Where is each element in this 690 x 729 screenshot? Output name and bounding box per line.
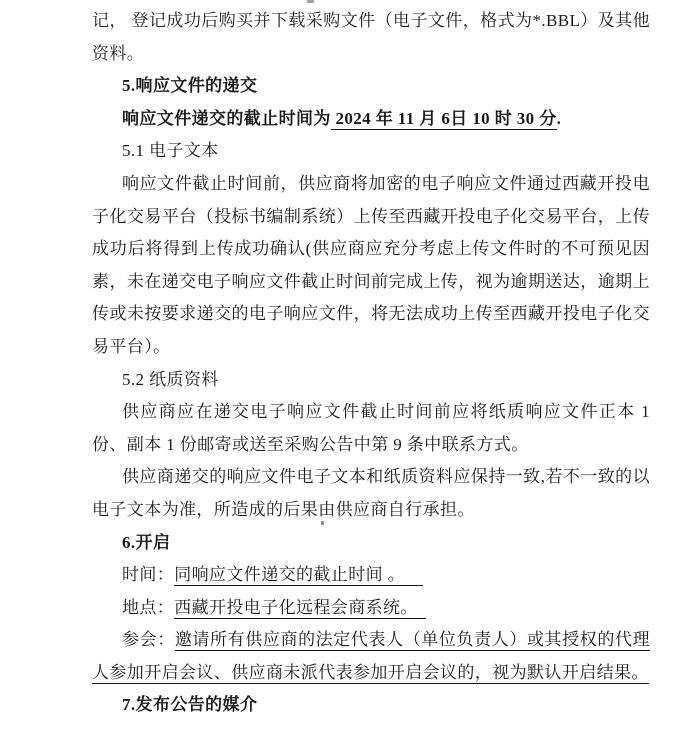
opening-time-label: 时间： [122, 565, 175, 585]
opening-time-value: 同响应文件递交的截止时间 。 [174, 565, 423, 586]
opening-attend-value: 邀请所有供应商的法定代表人（单位负责人）或其授权的代理人参加开启会议、供应商未派代表参加开启会议的，视为默认开启结果。 [92, 630, 650, 682]
section-5-2-heading: 5.2 纸质资料 [122, 369, 219, 389]
opening-place-value: 西藏开投电子化远程会商系统。 [174, 598, 426, 619]
section-7-heading: 7.发布公告的媒介 [122, 695, 258, 715]
continuation-paragraph: 记， 登记成功后购买并下载采购文件（电子文件，格式为*.BBL）及其他资料。 [92, 11, 650, 63]
opening-place-label: 地点： [122, 597, 175, 617]
section-5-2-body-1: 供应商应在递交电子响应文件截止时间前应将纸质响应文件正本 1 份、副本 1 份邮寄或送至采购公告中第 9 条中联系方式。 [92, 402, 650, 454]
deadline-period: . [556, 108, 562, 128]
deadline-label: 响应文件递交的截止时间为 [122, 108, 331, 128]
section-5-1-body: 响应文件截止时间前，供应商将加密的电子响应文件通过西藏开投电子化交易平台（投标书编制系统）上传至西藏开投电子化交易平台，上传成功后将得到上传成功确认(供应商应充分考虑上传文件时的不可预见因素，未在递交电子响应文件截止时间前完成上传，视为逾期送达，逾期上传或未按要求递交的电子响应文件，将无法成功上传至西藏开投电子化交易平台）。 [92, 173, 650, 356]
section-5-2-body-2: 供应商递交的响应文件电子文本和纸质资料应保持一致,若不一致的以电子文本为准，所造成的后果由供应商自行承担。 [92, 467, 650, 519]
deadline-value: 2024 年 11 月 6日 10 时 30 分 [330, 108, 557, 128]
section-6-heading: 6.开启 [122, 532, 171, 552]
opening-place-line [92, 592, 650, 625]
opening-attend-line [92, 624, 650, 689]
deadline-line [92, 103, 650, 136]
scan-artifact-top [307, 0, 314, 3]
scan-artifact-dot [321, 521, 324, 525]
opening-time-line [92, 559, 650, 592]
section-5-heading: 5.响应文件的递交 [122, 76, 258, 96]
opening-attend-label: 参会： [122, 630, 175, 650]
section-5-1-heading: 5.1 电子文本 [122, 141, 219, 161]
